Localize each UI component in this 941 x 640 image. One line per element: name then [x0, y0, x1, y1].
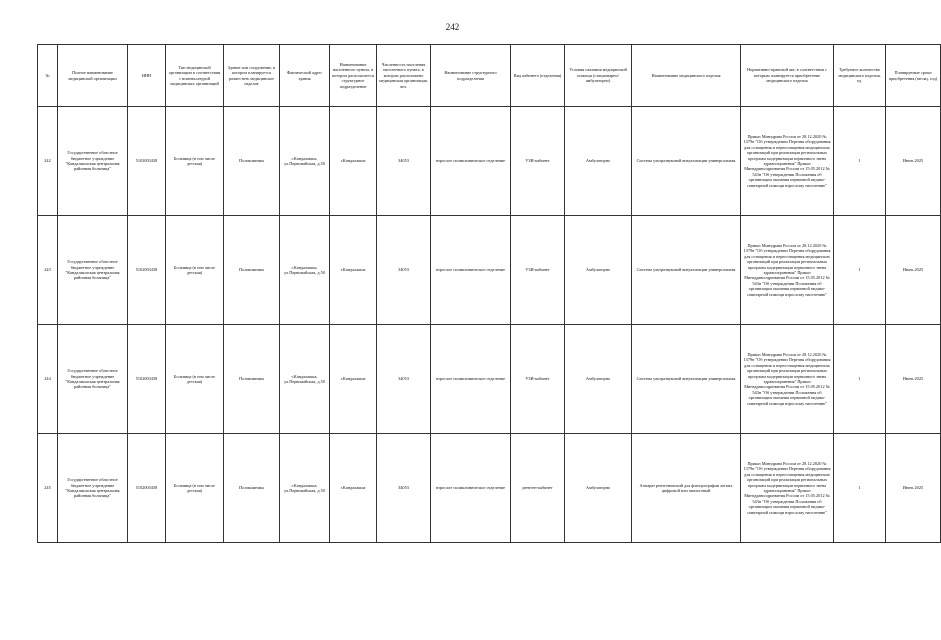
column-header: Наименование населенного пункта, в котором располагается структурное подразделение: [330, 45, 377, 107]
cell-settlement: г.Кандалакша: [330, 216, 377, 325]
cell-number: 244: [38, 325, 58, 434]
column-header: Тип медицинской организации в соответствии с номенклатурой медицинских организаций: [166, 45, 224, 107]
cell-device: Аппарат рентгеновский для флюорографии легких цифровой или аналоговый: [632, 434, 741, 543]
page-number: 242: [445, 22, 460, 32]
column-header: Полное наименование медицинской организации: [58, 45, 128, 107]
cell-legal-act: Приказ Минздрава России от 28.12.2020 № 1379н "Об утверждении Перечня оборудования для оснащения и переоснащения медицинских организаций при реализации региональных программ модернизации первичного звена здравоохранения" Приказ Минздравсоцразвития России от 15.05.2012 № 543н "Об утверждении Положения об организации оказания первичной медико-санитарной помощи взрослому населению": [741, 434, 834, 543]
cell-building: Поликлиника: [224, 434, 280, 543]
cell-population: 34053: [377, 434, 431, 543]
column-header: Планируемые сроки приобретения (месяц, год): [886, 45, 941, 107]
cell-unit: взрослое поликлиническое отделение: [431, 107, 511, 216]
cell-number: 243: [38, 216, 58, 325]
cell-address: г.Кандалакша, ул.Первомайская, д.50: [280, 216, 330, 325]
table-header-row: [38, 45, 941, 107]
cell-term: Июнь 2025: [886, 107, 941, 216]
cell-conditions: Амбулаторно: [565, 216, 632, 325]
cell-organization: Государственное областное бюджетное учреждение "Кандалакшская центральная районная больница": [58, 107, 128, 216]
cell-settlement: г.Кандалакша: [330, 434, 377, 543]
cell-conditions: Амбулаторно: [565, 434, 632, 543]
cell-legal-act: Приказ Минздрава России от 28.12.2020 № 1379н "Об утверждении Перечня оборудования для оснащения и переоснащения медицинских организаций при реализации региональных программ модернизации первичного звена здравоохранения" Приказ Минздравсоцразвития России от 15.05.2012 № 543н "Об утверждении Положения об организации оказания первичной медико-санитарной помощи взрослому населению": [741, 216, 834, 325]
cell-inn: 5102003438: [128, 107, 166, 216]
cell-organization: Государственное областное бюджетное учреждение "Кандалакшская центральная районная больница": [58, 216, 128, 325]
cell-address: г.Кандалакша, ул.Первомайская, д.50: [280, 434, 330, 543]
column-header: Численность населения населенного пункта, в котором расположено медицинская организация, чел.: [377, 45, 431, 107]
cell-settlement: г.Кандалакша: [330, 107, 377, 216]
cell-quantity: 1: [834, 216, 886, 325]
table-row: [38, 216, 941, 325]
cell-org-type: Больница (в том числе детская): [166, 216, 224, 325]
cell-inn: 5102003438: [128, 216, 166, 325]
cell-conditions: Амбулаторно: [565, 325, 632, 434]
cell-building: Поликлиника: [224, 325, 280, 434]
column-header: ИНН: [128, 45, 166, 107]
cell-address: г.Кандалакша, ул.Первомайская, д.50: [280, 325, 330, 434]
column-header: Условия оказания медицинской помощи (стационарно/ амбулаторно): [565, 45, 632, 107]
cell-device: Система ультразвуковой визуализации универсальная: [632, 216, 741, 325]
cell-term: Июнь 2025: [886, 434, 941, 543]
cell-inn: 5102003438: [128, 325, 166, 434]
cell-org-type: Больница (в том числе детская): [166, 107, 224, 216]
cell-device: Система ультразвуковой визуализации универсальная: [632, 325, 741, 434]
cell-inn: 5102003438: [128, 434, 166, 543]
cell-organization: Государственное областное бюджетное учреждение "Кандалакшская центральная районная больница": [58, 434, 128, 543]
column-header: Вид кабинета (отделения): [511, 45, 565, 107]
column-header: Наименование структурного подразделения: [431, 45, 511, 107]
cell-cabinet: УЗИ-кабинет: [511, 216, 565, 325]
cell-org-type: Больница (в том числе детская): [166, 325, 224, 434]
cell-building: Поликлиника: [224, 107, 280, 216]
cell-cabinet: рентген-кабинет: [511, 434, 565, 543]
cell-population: 34053: [377, 107, 431, 216]
cell-number: 245: [38, 434, 58, 543]
cell-number: 242: [38, 107, 58, 216]
cell-building: Поликлиника: [224, 216, 280, 325]
table-row: [38, 107, 941, 216]
cell-quantity: 1: [834, 325, 886, 434]
cell-quantity: 1: [834, 107, 886, 216]
cell-population: 34053: [377, 216, 431, 325]
cell-unit: взрослое поликлиническое отделение: [431, 216, 511, 325]
cell-term: Июнь 2025: [886, 216, 941, 325]
column-header: Наименование медицинского изделия: [632, 45, 741, 107]
cell-legal-act: Приказ Минздрава России от 28.12.2020 № 1379н "Об утверждении Перечня оборудования для оснащения и переоснащения медицинских организаций при реализации региональных программ модернизации первичного звена здравоохранения" Приказ Минздравсоцразвития России от 15.05.2012 № 543н "Об утверждении Положения об организации оказания первичной медико-санитарной помощи взрослому населению": [741, 107, 834, 216]
cell-unit: взрослое поликлиническое отделение: [431, 325, 511, 434]
cell-cabinet: УЗИ-кабинет: [511, 325, 565, 434]
cell-settlement: г.Кандалакша: [330, 325, 377, 434]
cell-unit: взрослое поликлиническое отделение: [431, 434, 511, 543]
cell-term: Июнь 2025: [886, 325, 941, 434]
column-header: Здание или сооружение, в котором планируется разместить медицинское изделие: [224, 45, 280, 107]
column-header: Требуемое количество медицинского изделия, ед.: [834, 45, 886, 107]
table-row: [38, 325, 941, 434]
cell-conditions: Амбулаторно: [565, 107, 632, 216]
cell-legal-act: Приказ Минздрава России от 28.12.2020 № 1379н "Об утверждении Перечня оборудования для оснащения и переоснащения медицинских организаций при реализации региональных программ модернизации первичного звена здравоохранения" Приказ Минздравсоцразвития России от 15.05.2012 № 543н "Об утверждении Положения об организации оказания первичной медико-санитарной помощи взрослому населению": [741, 325, 834, 434]
table-row: [38, 434, 941, 543]
cell-population: 34053: [377, 325, 431, 434]
column-header: Нормативно-правовой акт, в соответствии с которым планируется приобретение медицинского изделия: [741, 45, 834, 107]
cell-address: г.Кандалакша, ул.Первомайская, д.50: [280, 107, 330, 216]
column-header: №: [38, 45, 58, 107]
column-header: Фактический адрес здания: [280, 45, 330, 107]
cell-device: Система ультразвуковой визуализации универсальная: [632, 107, 741, 216]
cell-organization: Государственное областное бюджетное учреждение "Кандалакшская центральная районная больница": [58, 325, 128, 434]
cell-quantity: 1: [834, 434, 886, 543]
cell-org-type: Больница (в том числе детская): [166, 434, 224, 543]
cell-cabinet: УЗИ-кабинет: [511, 107, 565, 216]
equipment-table: [37, 44, 941, 543]
